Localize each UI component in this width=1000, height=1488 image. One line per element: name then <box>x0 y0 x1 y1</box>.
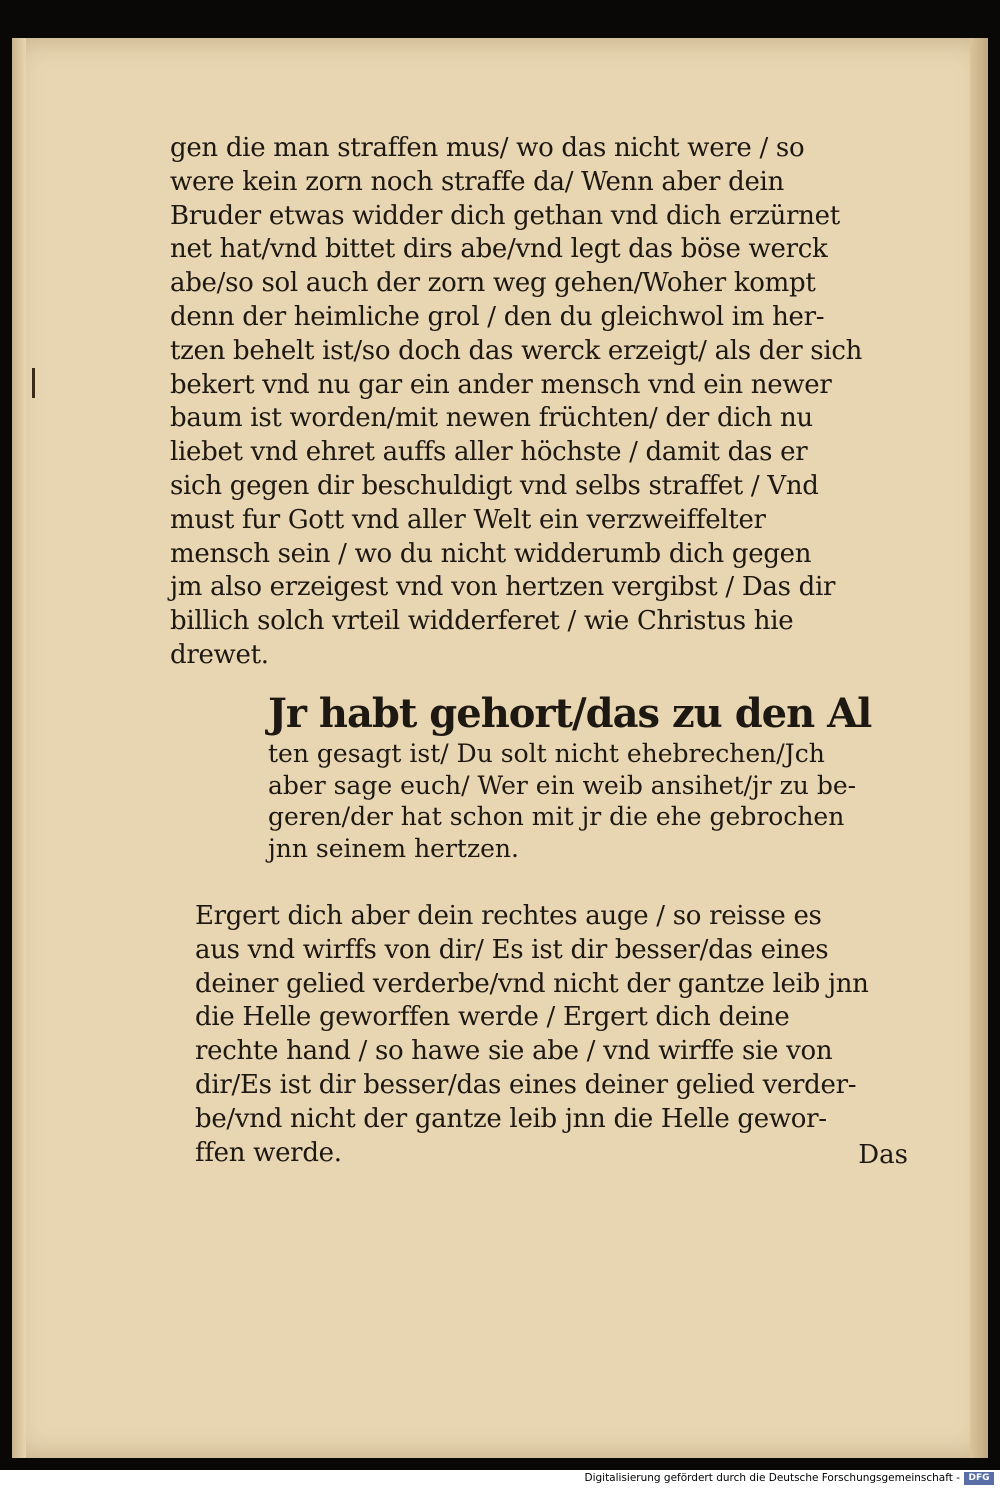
text-line: aber sage euch/ Wer ein weib ansihet/jr zu be- <box>268 770 857 800</box>
text-line: rechte hand / so hawe sie abe / vnd wirffe sie von <box>195 1036 833 1067</box>
funding-credit: Digitalisierung gefördert durch die Deutsche Forschungsgemeinschaft - <box>584 1472 960 1484</box>
text-line: Jr habt gehort/das zu den Al <box>268 690 872 737</box>
text-line: liebet vnd ehret auffs aller höchste / damit das er <box>170 437 808 468</box>
text-line: mensch sein / wo du nicht widderumb dich gegen <box>170 538 812 569</box>
text-line: ten gesagt ist/ Du solt nicht ehebrechen/Jch <box>268 739 825 768</box>
text-line: ffen werde. <box>195 1137 342 1168</box>
text-line: jnn seinem hertzen. <box>268 833 519 863</box>
dfg-logo: DFG <box>964 1472 994 1485</box>
text-line: be/vnd nicht der gantze leib jnn die Helle gewor- <box>195 1103 827 1134</box>
scripture-quote <box>268 690 898 864</box>
catchword: Das <box>858 1140 908 1170</box>
text-line: Bruder etwas widder dich gethan vnd dich erzürnet <box>170 200 840 231</box>
text-line: geren/der hat schon mit jr die ehe gebrochen <box>268 802 845 831</box>
text-line: abe/so sol auch der zorn weg gehen/Woher kompt <box>170 268 816 299</box>
text-line: tzen behelt ist/so doch das werck erzeigt/ als der sich <box>170 335 863 366</box>
page-gutter <box>12 38 26 1458</box>
page-edge <box>970 38 988 1458</box>
text-line: gen die man straffen mus/ wo das nicht were / so <box>170 133 805 163</box>
text-line: jm also erzeigest vnd von hertzen vergibst / Das dir <box>170 572 836 603</box>
text-line: were kein zorn noch straffe da/ Wenn aber dein <box>170 166 784 197</box>
text-line: deiner gelied verderbe/vnd nicht der gantze leib jnn <box>195 968 869 999</box>
text-line: must fur Gott vnd aller Welt ein verzweiffelter <box>170 504 766 535</box>
text-line: aus vnd wirffs von dir/ Es ist dir besser/das eines <box>195 934 829 965</box>
text-line: sich gegen dir beschuldigt vnd selbs straffet / Vnd <box>170 470 819 501</box>
text-line: net hat/vnd bittet dirs abe/vnd legt das böse werck <box>170 234 828 265</box>
text-line: Ergert dich aber dein rechtes auge / so reisse es <box>195 901 822 931</box>
text-line: billich solch vrteil widderferet / wie Christus hie <box>170 606 794 637</box>
text-line: denn der heimliche grol / den du gleichwol im her- <box>170 301 825 332</box>
text-line: drewet. <box>170 639 269 670</box>
text-line: die Helle geworffen werde / Ergert dich deine <box>195 1002 790 1033</box>
gutter-mark <box>32 368 35 398</box>
paragraph-2 <box>195 900 905 1170</box>
text-line: baum ist worden/mit newen früchten/ der dich nu <box>170 403 813 434</box>
text-line: bekert vnd nu gar ein ander mensch vnd ein newer <box>170 369 832 400</box>
paragraph-1 <box>170 132 890 673</box>
text-line: dir/Es ist dir besser/das eines deiner gelied verder- <box>195 1069 857 1100</box>
